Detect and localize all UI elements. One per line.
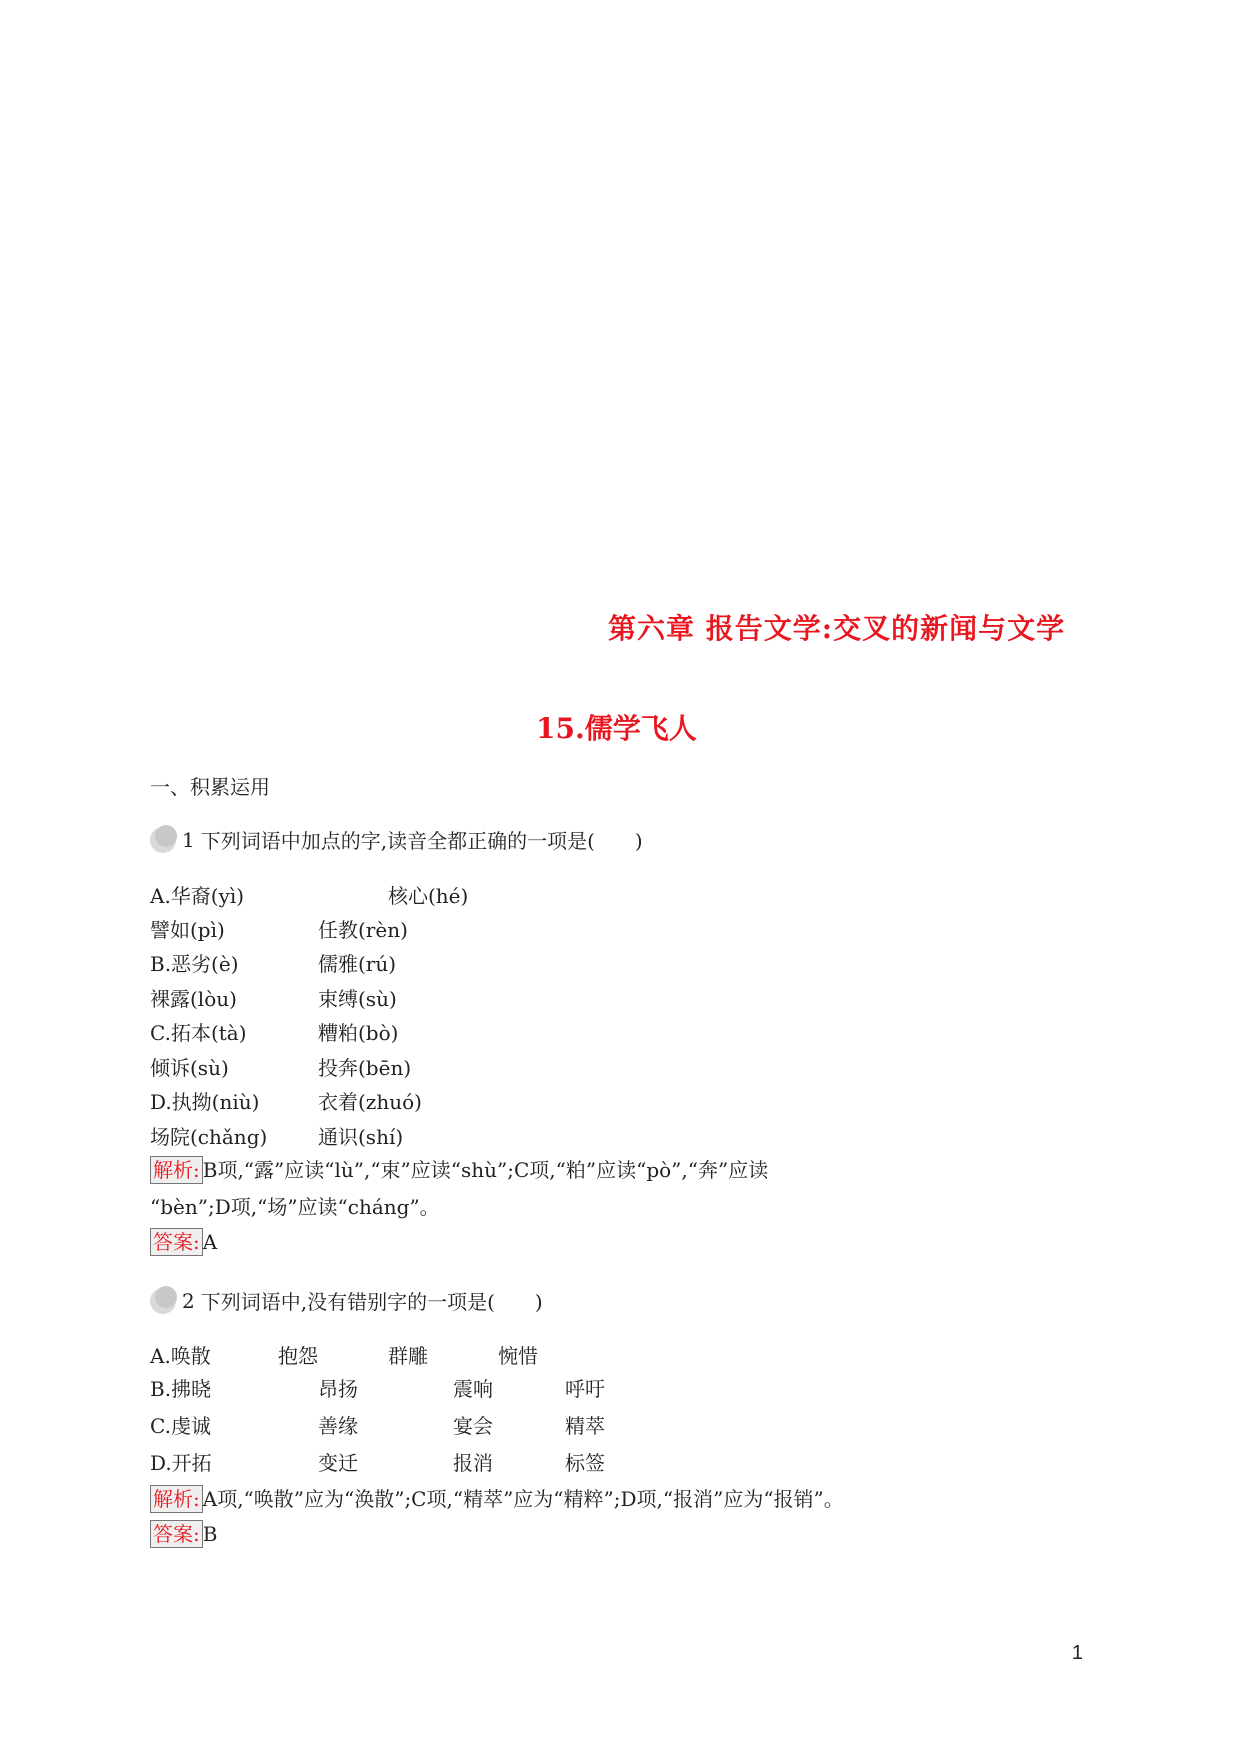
option-word: 通识(shí)	[318, 1125, 404, 1149]
question-marker-icon	[150, 1288, 176, 1314]
answer-label: 答案:	[150, 1228, 203, 1256]
option-word: C.虔诚	[150, 1414, 211, 1438]
analysis-text: A项,“唤散”应为“涣散”;C项,“精萃”应为“精粹”;D项,“报消”应为“报销”。	[202, 1487, 844, 1511]
option-word: 倾诉(sù)	[150, 1056, 229, 1080]
option-word: 宴会	[453, 1414, 493, 1438]
option-word: 群雕	[388, 1344, 428, 1368]
option-word: 抱怨	[278, 1344, 318, 1368]
answer-value: B	[202, 1522, 218, 1546]
analysis-label: 解析:	[150, 1485, 203, 1513]
option-word: A.华裔(yì)	[150, 884, 245, 908]
analysis-1	[150, 1154, 768, 1184]
option-word: 核心(hé)	[388, 884, 469, 908]
answer-value: A	[202, 1230, 218, 1254]
answer-label: 答案:	[150, 1520, 203, 1548]
option-word: 报消	[453, 1451, 493, 1475]
option-word: 糟粕(bò)	[318, 1021, 399, 1045]
option-word: 譬如(pì)	[150, 918, 225, 942]
question-number: 2	[182, 1288, 195, 1313]
option-word: 惋惜	[498, 1344, 538, 1368]
option-word: 束缚(sù)	[318, 987, 397, 1011]
option-word: 善缘	[318, 1414, 358, 1438]
option-word: 儒雅(rú)	[318, 952, 397, 976]
answer-1	[150, 1228, 217, 1256]
question-marker-icon	[150, 827, 176, 853]
page-number: 1	[1071, 1642, 1083, 1664]
option-word: 呼吁	[565, 1377, 605, 1401]
option-word: 投奔(bēn)	[318, 1056, 412, 1080]
option-word: 震响	[453, 1377, 493, 1401]
analysis-label: 解析:	[150, 1156, 203, 1184]
question-text: 下列词语中加点的字,读音全都正确的一项是( )	[200, 829, 643, 853]
option-word: A.唤散	[150, 1344, 211, 1368]
option-word: 裸露(lòu)	[150, 987, 237, 1011]
option-word: D.开拓	[150, 1451, 212, 1475]
option-word: C.拓本(tà)	[150, 1021, 247, 1045]
option-word: 场院(chǎng)	[150, 1125, 268, 1149]
question-1	[150, 825, 643, 854]
option-word: 衣着(zhuó)	[318, 1090, 422, 1114]
analysis-text: B项,“露”应读“lù”,“束”应读“shù”;C项,“粕”应读“pò”,“奔”应读	[202, 1158, 769, 1182]
option-word: D.执拗(niù)	[150, 1090, 260, 1114]
option-word: 任教(rèn)	[318, 918, 408, 942]
option-word: B.拂晓	[150, 1377, 212, 1401]
option-word: 精萃	[565, 1414, 605, 1438]
answer-2	[150, 1520, 217, 1548]
lesson-title: 15.儒学飞人	[536, 712, 697, 745]
option-word: 变迁	[318, 1451, 358, 1475]
analysis-2	[150, 1483, 844, 1513]
option-word: B.恶劣(è)	[150, 952, 239, 976]
question-2	[150, 1286, 543, 1315]
question-number: 1	[182, 827, 195, 852]
section-heading: 一、积累运用	[150, 775, 270, 799]
option-word: 昂扬	[318, 1377, 358, 1401]
chapter-title: 第六章 报告文学:交叉的新闻与文学	[608, 612, 1066, 645]
option-word: 标签	[565, 1451, 605, 1475]
analysis-1-continued: “bèn”;D项,“场”应读“cháng”。	[150, 1195, 440, 1219]
question-text: 下列词语中,没有错别字的一项是( )	[200, 1290, 543, 1314]
